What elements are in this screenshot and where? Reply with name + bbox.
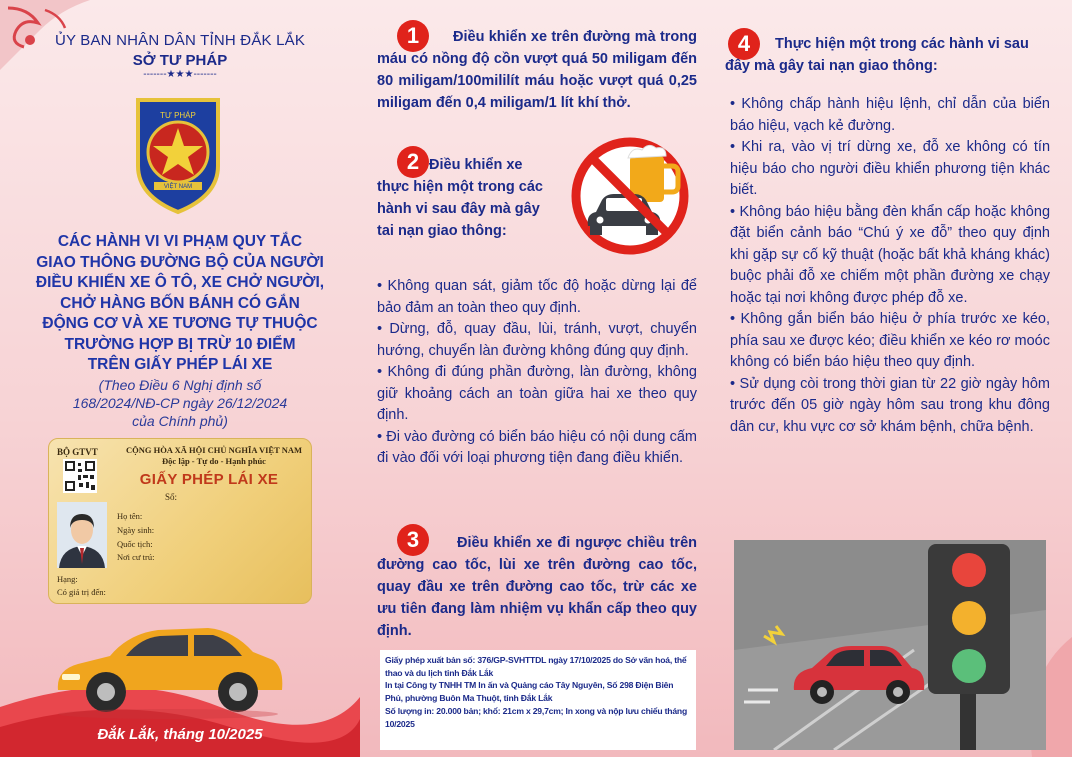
publication-quantity: Số lượng in: 20.000 bản; khổ: 21cm x 29,7cm; In xong và nộp lưu chiểu tháng 10/2025: [385, 705, 688, 729]
item-number-badge: 1: [397, 20, 429, 52]
license-field-dob: Ngày sinh:: [117, 525, 155, 535]
avatar: [57, 502, 107, 568]
license-field-nationality: Quốc tịch:: [117, 539, 153, 549]
publication-info: [380, 650, 696, 750]
item-number-badge: 3: [397, 524, 429, 556]
list-item: • Dừng, đỗ, quay đầu, lùi, tránh, vượt, chuyển hướng, chuyển làn đường không đúng quy định.: [377, 319, 697, 362]
place-date: Đắk Lắk, tháng 10/2025: [97, 726, 263, 743]
justice-emblem-icon: [134, 96, 222, 216]
list-item: • Đi vào đường có biển báo hiệu có nội dung cấm đi vào đối với loại phương tiện đang điều khiển.: [377, 427, 697, 470]
list-item: • Sử dụng còi trong thời gian từ 22 giờ ngày hôm trước đến 05 giờ ngày hôm sau trong khu đông dân cư, khu vực cơ sở khám bệnh, chữa bệnh.: [730, 374, 1050, 439]
emblem-bottom-text: VIỆT NAM: [163, 184, 193, 190]
driver-license-card: [48, 438, 312, 604]
legal-source-note: (Theo Điều 6 Nghị định số 168/2024/NĐ-CP ngày 26/12/2024 của Chính phủ): [72, 377, 288, 429]
item-4-text: Thực hiện một trong các hành vi sau đây mà gây tai nạn giao thông:: [725, 36, 1029, 74]
license-number-label: Số:: [165, 492, 178, 502]
item-4-bullets: [730, 94, 1050, 438]
item-number-badge: 2: [397, 146, 429, 178]
license-title: GIẤY PHÉP LÁI XE: [139, 471, 279, 488]
license-field-name: Họ tên:: [117, 511, 143, 521]
left-panel: [0, 0, 360, 757]
org-divider: -------★★★-------: [143, 69, 217, 80]
list-item: • Khi ra, vào vị trí dừng xe, đỗ xe không có tín hiệu báo cho người điều khiển phương tiện khác biết.: [730, 137, 1050, 202]
item-2-text: Điều khiển xe thực hiện một trong các hành vi sau đây mà gây tai nạn giao thông:: [377, 157, 543, 239]
item-2-bullets: [377, 276, 697, 470]
license-field-expiry: Có giá trị đến:: [57, 587, 106, 597]
license-agency: BỘ GTVT: [57, 447, 98, 457]
list-item: • Không quan sát, giảm tốc độ hoặc dừng lại để bảo đảm an toàn theo quy định.: [377, 276, 697, 319]
item-1-text: Điều khiển xe trên đường mà trong máu có nồng độ cồn vượt quá 50 miligam đến 80 miligam/100mililít máu hoặc vượt quá 0,25 miligam đến 0,4 miligam/1 lít khí thở.: [377, 29, 697, 111]
license-nation: CỘNG HÒA XÃ HỘI CHỦ NGHĨA VIỆT NAM: [125, 445, 303, 455]
license-field-residence: Nơi cư trú:: [117, 552, 155, 562]
publication-license: Giấy phép xuất bản số: 376/GP-SVHTTDL ngày 17/10/2025 do Sở văn hoá, thể thao và du lịch tỉnh Đắk Lắk: [385, 655, 687, 678]
page-title: CÁC HÀNH VI VI PHẠM QUY TẮC GIAO THÔNG ĐƯỜNG BỘ CỦA NGƯỜI ĐIỀU KHIỂN XE Ô TÔ, XE CHỞ NGƯỜI, CHỞ HÀNG BỐN BÁNH CÓ GẮN ĐỘNG CƠ VÀ XE TƯƠNG TỰ THUỘC TRƯỜNG HỢP BỊ TRỪ 10 ĐIỂM TRÊN GIẤY PHÉP LÁI XE: [35, 233, 325, 373]
org-parent: ỦY BAN NHÂN DÂN TỈNH ĐẮK LẮK: [54, 32, 306, 49]
item-3-text: Điều khiển xe đi ngược chiều trên đường cao tốc, lùi xe trên đường cao tốc, quay đầu xe trên đường cao tốc, trừ các xe ưu tiên đang làm nhiệm vụ khẩn cấp theo quy định.: [377, 535, 697, 639]
license-motto: Độc lập - Tự do - Hạnh phúc: [162, 456, 266, 466]
qr-code-icon: [63, 459, 97, 493]
yellow-car-icon: [48, 612, 288, 722]
list-item: • Không chấp hành hiệu lệnh, chỉ dẫn của biển báo hiệu, vạch kẻ đường.: [730, 94, 1050, 137]
list-item: • Không báo hiệu bằng đèn khẩn cấp hoặc không đặt biển cảnh báo “Chú ý xe đỗ” theo quy định khi gặp sự cố kỹ thuật (hoặc bất khả kháng khác) buộc phải đỗ xe chiếm một phần đường xe chạy hoặc tại nơi không được phép đỗ xe.: [730, 202, 1050, 310]
traffic-light-scene-icon: [734, 540, 1046, 750]
org-name: SỞ TƯ PHÁP: [132, 52, 228, 69]
license-field-class: Hạng:: [57, 574, 78, 584]
item-number-badge: 4: [728, 28, 760, 60]
no-drink-driving-icon: [568, 134, 692, 258]
emblem-top-text: TƯ PHÁP: [160, 111, 196, 120]
publication-printer: In tại Công ty TNHH TM In ấn và Quảng cáo Tây Nguyên, Số 298 Điện Biên Phủ, phường Buôn Ma Thuột, tỉnh Đắk Lắk: [385, 680, 674, 704]
list-item: • Không gắn biển báo hiệu ở phía trước xe kéo, phía sau xe được kéo; điều khiển xe kéo rơ moóc không có biển báo hiệu theo quy định.: [730, 309, 1050, 374]
list-item: • Không đi đúng phần đường, làn đường, không giữ khoảng cách an toàn giữa hai xe theo quy định.: [377, 362, 697, 427]
